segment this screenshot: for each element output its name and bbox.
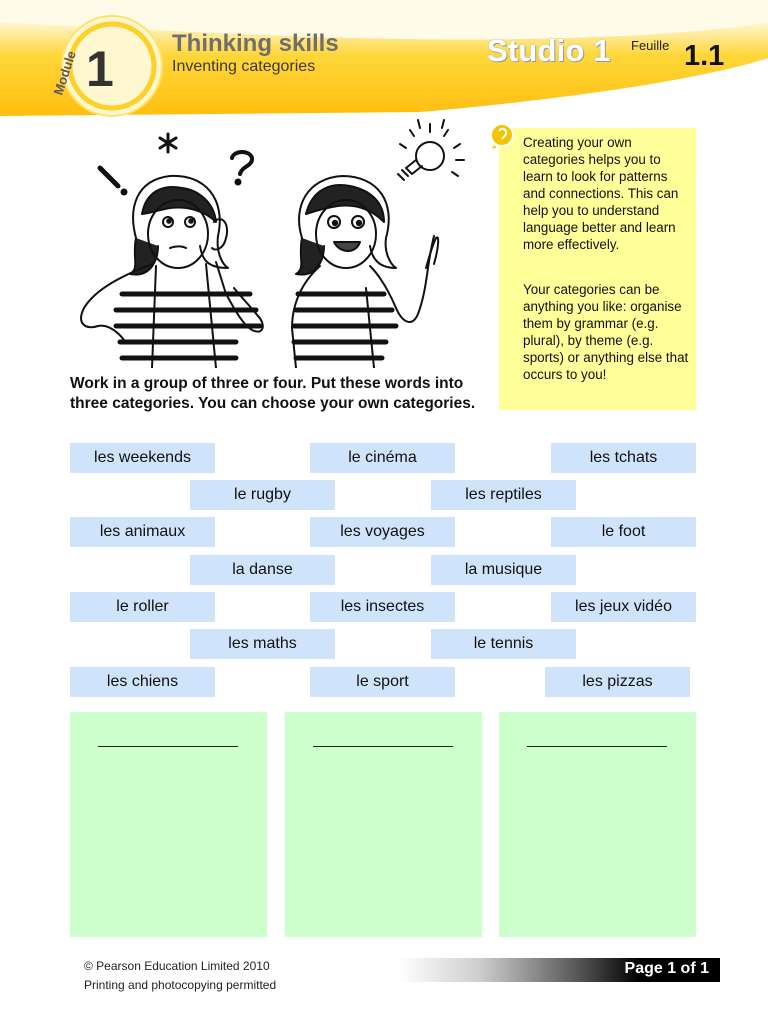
module-label: Module: [50, 49, 79, 97]
question-mark-icon: [232, 152, 252, 185]
word-chip[interactable]: le tennis: [431, 629, 576, 659]
exclamation-mark-icon: [100, 168, 127, 195]
tip-paragraph-1: Creating your own categories helps you to learn to look for patterns and connections. This can help you to understand language better and learn more effectively.: [523, 135, 679, 252]
word-chip[interactable]: la musique: [431, 555, 576, 585]
category-name-line[interactable]: [313, 746, 453, 747]
category-box-2[interactable]: [285, 712, 482, 937]
confused-girl-drawing: [81, 176, 263, 368]
book-title: Studio 1: [487, 33, 611, 68]
header-banner: [0, 0, 768, 118]
word-chip[interactable]: les chiens: [70, 667, 215, 697]
category-box-1[interactable]: [70, 712, 267, 937]
word-chip[interactable]: le foot: [551, 517, 696, 547]
word-chip[interactable]: le rugby: [190, 480, 335, 510]
word-chip[interactable]: les weekends: [70, 443, 215, 473]
category-name-line[interactable]: [98, 746, 238, 747]
word-chip[interactable]: les animaux: [70, 517, 215, 547]
sheet-label: Feuille: [631, 38, 670, 53]
word-chip[interactable]: les maths: [190, 629, 335, 659]
word-chip[interactable]: les voyages: [310, 517, 455, 547]
page-title: Thinking skills: [172, 30, 339, 57]
word-chip[interactable]: le cinéma: [310, 443, 455, 473]
category-name-line[interactable]: [527, 746, 667, 747]
sheet-number: 1.1: [684, 40, 725, 72]
page-subtitle: Inventing categories: [172, 58, 316, 75]
word-chip[interactable]: le roller: [70, 592, 215, 622]
lightbulb-tip-icon: [484, 121, 520, 157]
idea-girl-drawing: [292, 176, 438, 368]
word-chip[interactable]: les pizzas: [545, 667, 690, 697]
copyright-text: © Pearson Education Limited 2010: [84, 959, 270, 973]
light-bulb-icon: [398, 120, 464, 180]
word-chip[interactable]: les tchats: [551, 443, 696, 473]
word-chip[interactable]: le sport: [310, 667, 455, 697]
header-banner-background: [0, 0, 768, 118]
permission-text: Printing and photocopying permitted: [84, 978, 277, 992]
instruction-text: Work in a group of three or four. Put these words into three categories. You can choose your own categories.: [70, 375, 476, 412]
page-indicator-bar: [398, 958, 720, 982]
word-chip[interactable]: la danse: [190, 555, 335, 585]
tip-paragraph-2: Your categories can be anything you like: organise them by grammar (e.g. plural), by theme (e.g. sports) or anything else that occurs to you!: [523, 282, 689, 382]
word-chip[interactable]: les insectes: [310, 592, 455, 622]
word-chip[interactable]: les jeux vidéo: [551, 592, 696, 622]
module-number: 1: [86, 41, 114, 97]
word-chip[interactable]: les reptiles: [431, 480, 576, 510]
thinking-girls-illustration: [66, 118, 480, 368]
category-box-3[interactable]: [499, 712, 696, 937]
asterisk-icon: [160, 134, 176, 152]
page-indicator: Page 1 of 1: [624, 960, 709, 977]
